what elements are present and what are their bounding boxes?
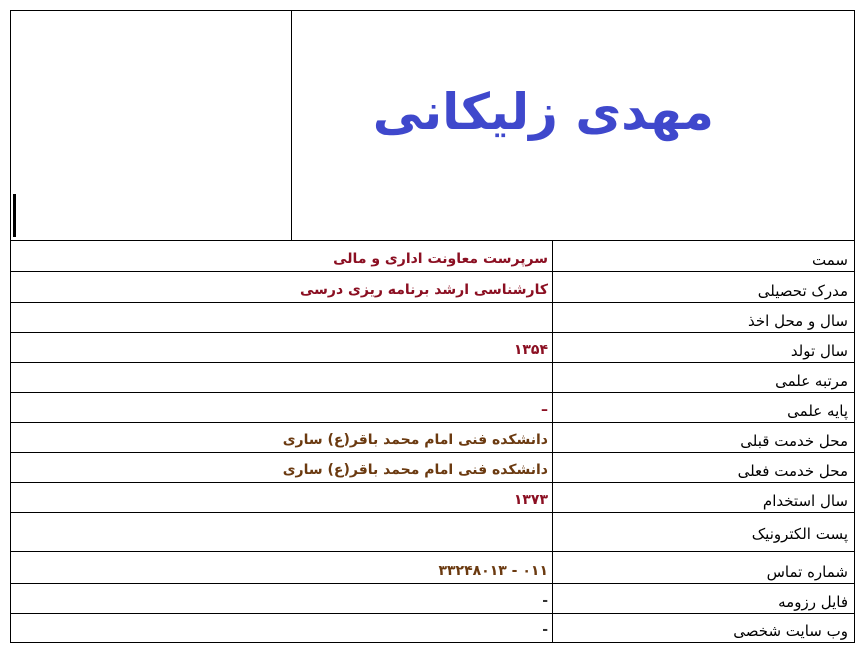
profile-photo — [11, 11, 292, 240]
row-label: مدرک تحصیلی — [553, 272, 855, 303]
info-row — [11, 552, 854, 584]
resume-link[interactable]: - — [11, 584, 553, 614]
info-row — [11, 423, 854, 453]
info-row — [11, 303, 854, 333]
row-value — [11, 363, 553, 393]
row-label: پست الکترونیک — [553, 513, 855, 552]
info-table — [11, 240, 854, 642]
row-label: وب سایت شخصی — [553, 614, 855, 642]
row-value: ۱۳۷۳ — [11, 483, 553, 513]
row-label: فایل رزومه — [553, 584, 855, 614]
row-label: شماره تماس — [553, 552, 855, 584]
row-label: سال تولد — [553, 333, 855, 363]
info-row — [11, 333, 854, 363]
info-row — [11, 483, 854, 513]
info-row — [11, 584, 854, 614]
info-row — [11, 513, 854, 552]
email-link[interactable] — [11, 513, 553, 552]
row-label: محل خدمت فعلی — [553, 453, 855, 483]
photo-placeholder-mark — [13, 194, 16, 237]
row-label: محل خدمت قبلی — [553, 423, 855, 453]
profile-name: مهدی زلیکانی — [372, 83, 714, 141]
info-row — [11, 272, 854, 303]
row-label: سال استخدام — [553, 483, 855, 513]
row-value: دانشکده فنی امام محمد باقر(ع) ساری — [11, 423, 553, 453]
row-value: کارشناسی ارشد برنامه ریزی درسی — [11, 272, 553, 303]
row-label: پایه علمی — [553, 393, 855, 423]
row-label: سمت — [553, 241, 855, 272]
profile-card — [10, 10, 855, 643]
info-row — [11, 363, 854, 393]
row-value: سرپرست معاونت اداری و مالی — [11, 241, 553, 272]
row-value: دانشکده فنی امام محمد باقر(ع) ساری — [11, 453, 553, 483]
row-value: ۱۳۵۴ — [11, 333, 553, 363]
row-value — [11, 303, 553, 333]
info-row — [11, 393, 854, 423]
info-row — [11, 453, 854, 483]
row-label: مرتبه علمی — [553, 363, 855, 393]
row-value: ۰۱۱ - ۳۳۲۴۸۰۱۳ — [11, 552, 553, 584]
info-row — [11, 614, 854, 642]
website-link[interactable]: - — [11, 614, 553, 642]
info-row — [11, 241, 854, 272]
row-label: سال و محل اخذ — [553, 303, 855, 333]
row-value: – — [11, 393, 553, 423]
name-header — [292, 11, 854, 240]
